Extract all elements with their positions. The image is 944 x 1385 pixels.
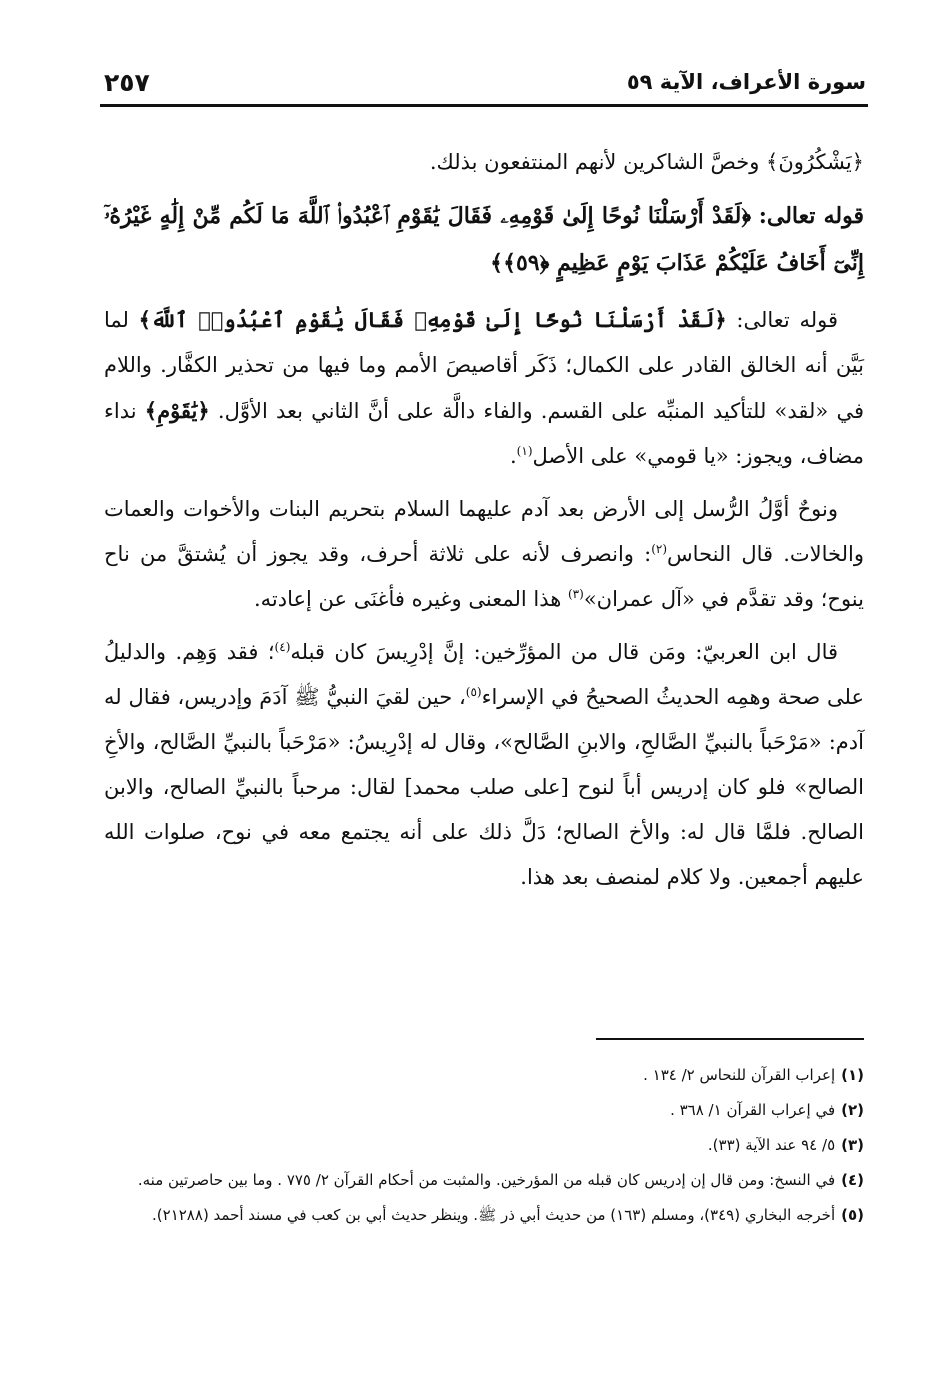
footnote-ref: (١) (516, 444, 533, 458)
verse-paragraph (104, 193, 864, 287)
paragraph-continuation: ﴿يَشْكُرُونَ﴾ وخصَّ الشاكرين لأنهم المنتفعون بذلك. (429, 150, 864, 174)
footnote-ref: (٥) (465, 685, 482, 699)
quran-verse: ﴿لَقَدْ أَرْسَلْنَا نُوحًا إِلَىٰ قَوْمِهِۦ فَقَالَ يَٰقَوْمِ ٱعْبُدُوا۟ ٱللَّهَ مَا لَكُم مِّنْ إِلَٰهٍ غَيْرُهُۥٓ إِنِّىٓ أَخَافُ عَلَيْكُمْ عَذَابَ يَوْمٍ عَظِيمٍ ﴿٥٩﴾﴾ (104, 203, 864, 276)
paragraph-commentary: قوله تعالى: ﴿لَقَدْ أَرْسَلْنَا نُوحًا إِلَىٰ قَوْمِهِۦ فَقَالَ يَٰقَوْمِ ٱعْبُدُوا۟ ٱللَّهَ﴾ لما بَيَّن أنه الخالق القادر على الكمال؛ ذَكَر أقاصيصَ الأمم وما فيها من تحذير الكفَّار. واللام في «لقد» للتأكيد المنبِّه على القسم. والفاء دالَّة على أنَّ الثاني بعد الأوَّل. ﴿يَٰقَوْمِ﴾ نداء مضاف، ويجوز: «يا قومي» على الأصل$^{(١)}$. (104, 307, 865, 468)
footnote-item (104, 1167, 864, 1194)
header-rule (100, 104, 868, 107)
quran-quote: ﴿يَٰقَوْمِ﴾ (144, 398, 210, 423)
footnote-text: إعراب القرآن للنحاس ٢/ ١٣٤ . (643, 1066, 836, 1084)
paragraph-nuh: ونوحٌ أوَّلُ الرُّسل إلى الأرض بعد آدم عليهما السلام بتحريم البنات والأخوات والعمات والخالات. قال النحاس$^{(٢)}$: وانصرف لأنه على ثلاثة أحرف، وقد يجوز أن يُشتقَّ من ناح ينوح؛ وقد تقدَّم في «آل عمران»$^{(٣)}$ هذا المعنى وغيره فأغنَى عن إعادته. (104, 497, 864, 611)
footnote-item (104, 1202, 864, 1229)
footnote-item (104, 1132, 864, 1159)
footnote-number: (٢) (841, 1101, 864, 1119)
footnote-rule (596, 1038, 864, 1040)
verse-lead: قوله تعالى: (758, 203, 865, 229)
footnote-text: ٥/ ٩٤ عند الآية (٣٣). (707, 1136, 836, 1154)
footnote-number: (٥) (841, 1206, 864, 1224)
footnote-number: (١) (841, 1066, 864, 1084)
paragraph-ibn-arabi: قال ابن العربيّ: ومَن قال من المؤرِّخين: إنَّ إدْرِيسَ كان قبله$^{(٤)}$؛ فقد وَهِم. والدليلُ على صحة وهمِه الحديثُ الصحيحُ في الإسراء$^{(٥)}$، حين لقيَ النبيُّ ﷺ آدَمَ وإدريس، فقال له آدم: «مَرْحَباً بالنبيِّ الصَّالحِ، والابنِ الصَّالح»، وقال له إدْرِيسُ: «مَرْحَباً بالنبيِّ الصَّالح، والأخِ الصالح» فلو كان إدريس أباً لنوح [على صلب محمد] لقال: مرحباً بالنبيِّ الصالح، والابن الصالح. فلمَّا قال له: والأخ الصالح؛ دَلَّ ذلك على أنه يجتمع معه في نوح، صلوات الله عليهم أجمعين. ولا كلام لمنصف بعد هذا. (104, 640, 864, 889)
running-header-title: سورة الأعراف، الآية ٥٩ (626, 70, 866, 94)
footnotes (104, 1062, 864, 1237)
footnote-number: (٤) (841, 1171, 864, 1189)
footnote-text: في إعراب القرآن ١/ ٣٦٨ . (670, 1101, 836, 1119)
footnote-number: (٣) (841, 1136, 864, 1154)
footnote-ref: (٢) (651, 542, 668, 556)
footnote-item (104, 1097, 864, 1124)
footnote-ref: (٣) (567, 587, 584, 601)
page-number: ٢٥٧ (104, 68, 150, 97)
main-text (104, 140, 864, 908)
footnote-text: أخرجه البخاري (٣٤٩)، ومسلم (١٦٣) من حديث أبي ذر ﷺ. وينظر حديث أبي بن كعب في مسند أحمد (٢١٢٨٨). (152, 1206, 836, 1224)
footnote-ref: (٤) (274, 640, 291, 654)
quran-quote: ﴿لَقَدْ أَرْسَلْنَا نُوحًا إِلَىٰ قَوْمِهِۦ فَقَالَ يَٰقَوْمِ ٱعْبُدُوا۟ ٱللَّهَ﴾ (138, 307, 727, 332)
footnote-item (104, 1062, 864, 1089)
footnote-text: في النسخ: ومن قال إن إدريس كان قبله من المؤرخين. والمثبت من أحكام القرآن ٢/ ٧٧٥ . وما بين حاصرتين منه. (137, 1171, 836, 1189)
